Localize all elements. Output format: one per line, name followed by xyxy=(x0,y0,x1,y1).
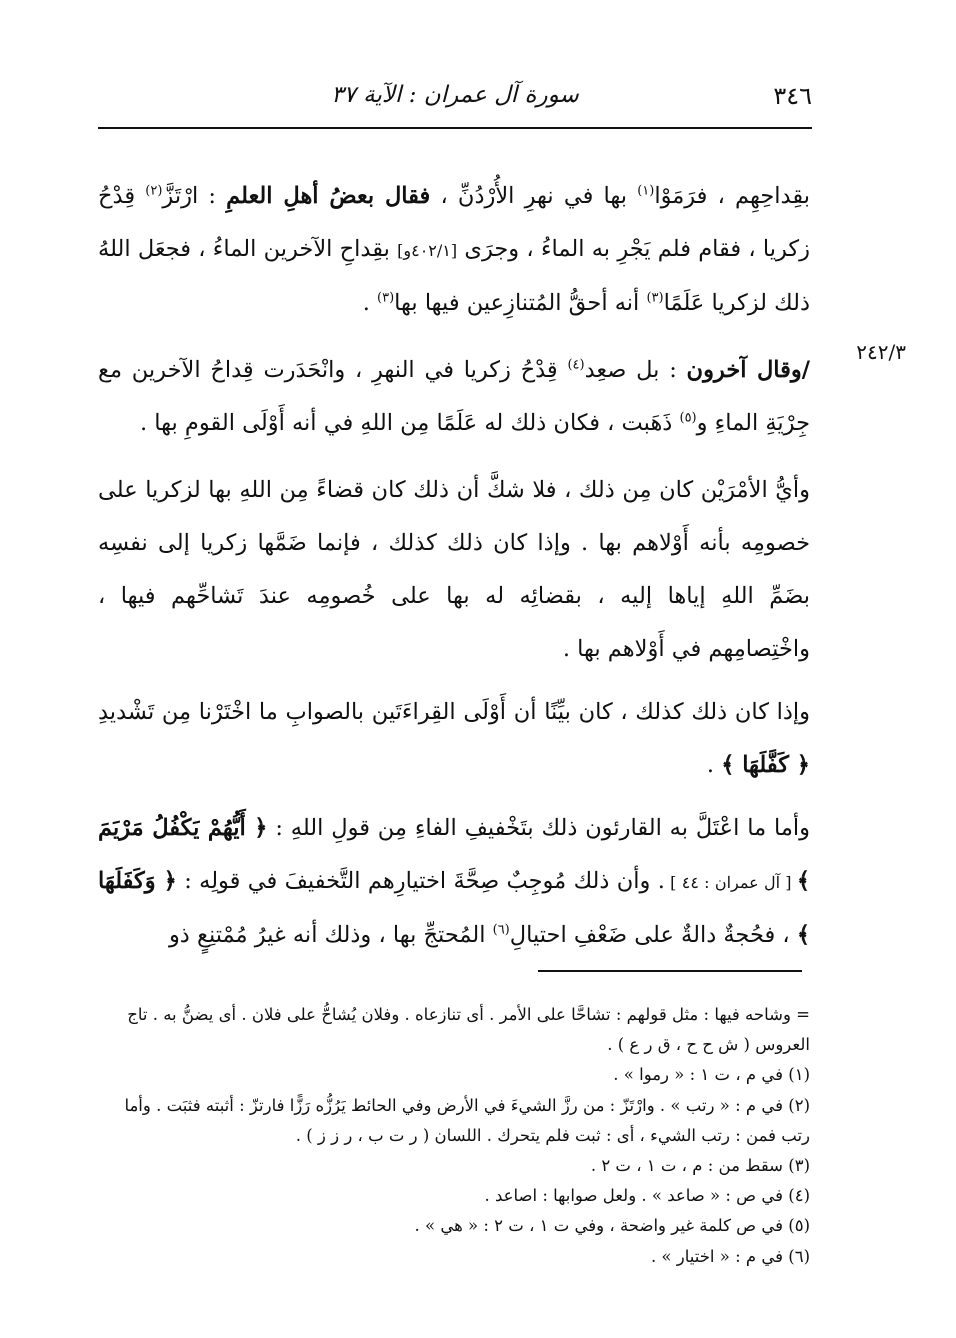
footnote-1: (١) في م ، ت ١ : « رموا » . xyxy=(613,1065,810,1085)
footnote-continuation: = وشاحه فيها : مثل قولهم : تشاحَّا على الأمر . أى تنازعاه . وفلان يُشاحُّ على فلان . أى يضنُّ به . تاج العروس ( ش ح ح ، ق ر ع ) . xyxy=(127,1005,810,1055)
footnote-2: (٢) في م : « رتب » . وارْتَزّ : من رزَّ الشيءَ في الأرض وفي الحائط يَرُزُّه رَزًّا فارتزّ : أثبته فثبَت . وأما رتب فمن : رتب الشيء ، أى : ثبت فلم يتحرك . اللسان ( ر ت ب ، ر ز ز ) . xyxy=(124,1095,810,1145)
paragraph-1: بقِداحِهِم ، فرَمَوْا$^{(١)}$ بها في نهرِ الأُرْدُنِّ ، فقال بعضُ أهلِ العلمِ : ارْتَزَّ$^{(٢)}$ قِدْحُ زكريا ، فقام فلم يَجْرِ به الماءُ ، وجرَى [٤٠٢/١و] بقِداحِ الآخرين الماءُ ، فجعَل اللهُ ذلك لزكريا عَلَمًا$^{(٣)}$ أنه أحقُّ المُتنازِعين فيها بها$^{(٣)}$ . xyxy=(98,183,811,316)
footnote-ref: (٢) xyxy=(145,183,163,199)
footnote-rule xyxy=(538,970,802,972)
footnote-ref: (٦) xyxy=(492,922,510,938)
footnote-ref: (١) xyxy=(637,183,655,199)
running-title: سورة آل عمران : الآية ٣٧ xyxy=(331,82,579,108)
quran-quote: ﴿ أَيُّهُمْ يَكْفُلُ مَرْيَمَ ﴾ xyxy=(98,815,811,894)
footnote-5: (٥) في ص كلمة غير واضحة ، وفي ت ١ ، ت ٢ : « هي » . xyxy=(414,1216,810,1236)
quran-quote: ﴿ وَكَفَلَهَا ﴾ xyxy=(98,868,810,948)
paragraph-5: وأما ما اعْتَلَّ به القارئون ذلك بتَخْفيفِ الفاءِ مِن قولِ اللهِ : ﴿ أَيُّهُمْ يَكْفُلُ مَرْيَمَ ﴾ [ آل عمران : ٤٤ ] . وأن ذلك مُوجِبٌ صِحَّةَ اختيارِهم التَّخفيفَ في قولِه : ﴿ وَكَفَلَهَا ﴾ ، فحُجةٌ دالةٌ على ضَعْفِ احتيالِ$^{(٦)}$ المُحتجِّ بها ، وذلك أنه غيرُ مُمْتنِعٍ ذو xyxy=(98,815,811,948)
manuscript-ref: [٤٠٢/١و] xyxy=(397,241,458,260)
paragraph-4: وإذا كان ذلك كذلك ، كان بيِّنًا أن أَوْلَى القِراءَتَين بالصوابِ ما اخْتَرْنا مِن تَشْديدِ ﴿ كَفَّلَهَا ﴾ . xyxy=(98,699,810,778)
page-header xyxy=(98,78,812,118)
footnote-ref: (٣) xyxy=(646,290,664,306)
footnote-6: (٦) في م : « اختيار » . xyxy=(650,1246,810,1266)
verse-ref: [ آل عمران : ٤٤ ] xyxy=(664,873,797,892)
paragraph-2: /وقال آخرون : بل صعِد$^{(٤)}$ قِدْحُ زكريا في النهرِ ، وانْحَدَرت قِداحُ الآخرين مع جِرْيَةِ الماءِ و$^{(٥)}$ ذَهَبت ، فكان ذلك له عَلَمًا مِن اللهِ في أنه أَوْلَى القومِ بها . xyxy=(98,357,810,436)
bold-phrase: /وقال آخرون xyxy=(686,357,810,383)
footnote-ref: (٥) xyxy=(679,410,697,426)
page-number: ٣٤٦ xyxy=(773,82,812,110)
footnote-3: (٣) سقط من : م ، ت ١ ، ت ٢ . xyxy=(590,1156,810,1176)
main-text xyxy=(98,170,810,962)
header-rule xyxy=(98,127,812,129)
quran-quote: ﴿ كَفَّلَهَا ﴾ xyxy=(721,752,810,778)
footnotes xyxy=(98,1000,810,1272)
footnote-ref: (٤) xyxy=(567,357,585,373)
footnote-ref: (٣) xyxy=(377,290,395,306)
bold-phrase: فقال بعضُ أهلِ العلمِ xyxy=(226,183,431,209)
margin-reference: ٢٤٢/٣ xyxy=(856,340,906,364)
footnote-4: (٤) في ص : « صاعد » . ولعل صوابها : اصاعد . xyxy=(484,1186,810,1206)
paragraph-3: وأيُّ الأمْرَيْن كان مِن ذلك ، فلا شكَّ أن ذلك كان قضاءً مِن اللهِ بها لزكريا على خصومِه بأنه أَوْلاهم بها . وإذا كان ذلك كذلك ، فإنما ضَمَّها زكريا إلى نفسِه بضَمِّ اللهِ إياها إليه ، بقضائِه له بها على خُصومِه عندَ تَشاحِّهم فيها ، واخْتِصامِهم في أَوْلاهم بها . xyxy=(98,477,810,662)
